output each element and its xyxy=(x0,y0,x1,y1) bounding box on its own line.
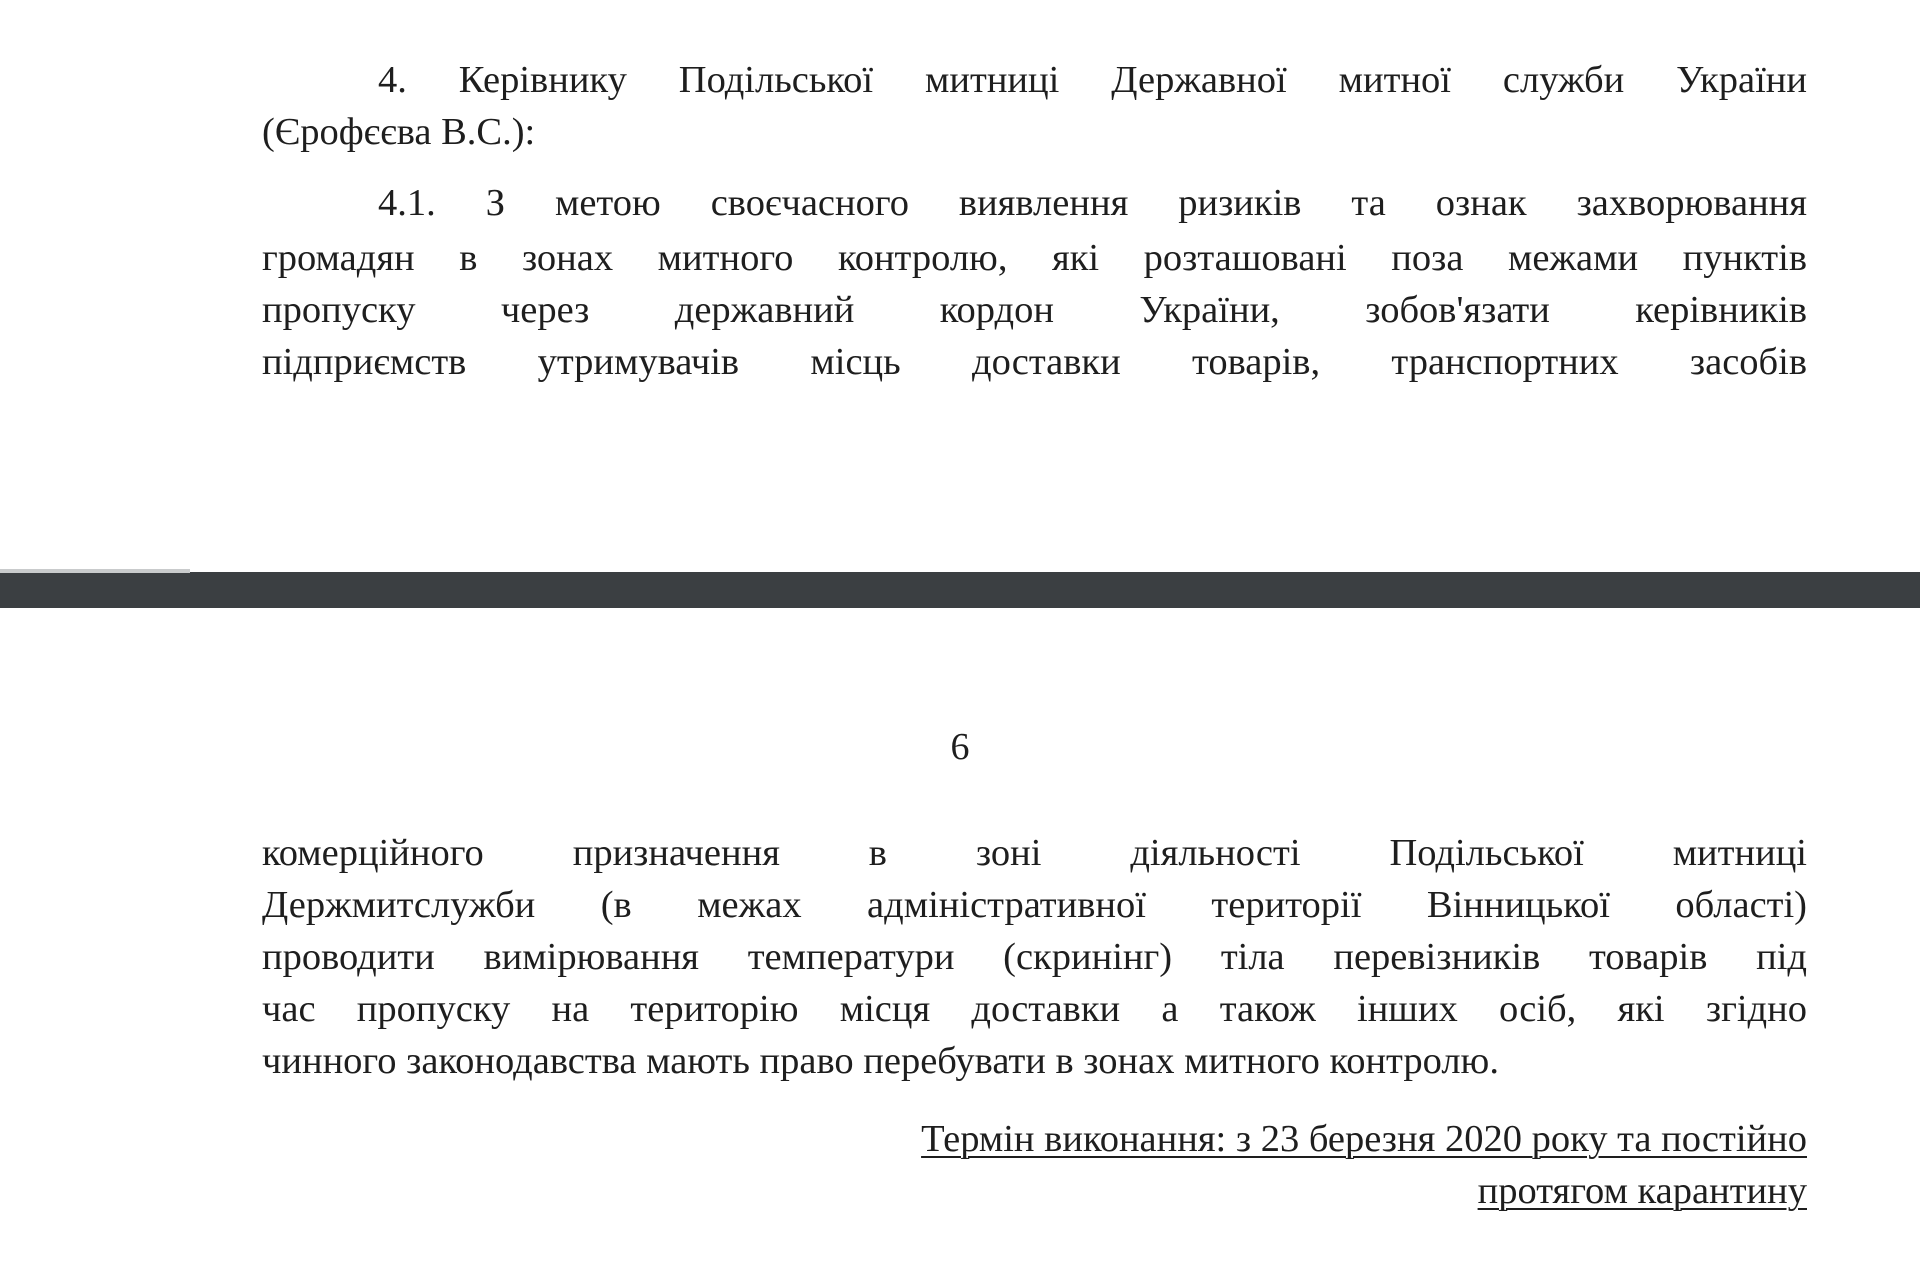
document-page-top xyxy=(0,0,1920,572)
item-4-1-line-4: підприємств утримувачів місць доставки товарів, транспортних засобів xyxy=(262,341,1807,383)
continuation-line-4: час пропуску на територію місця доставки а також інших осіб, які згідно xyxy=(262,988,1807,1030)
deadline-line-1: Термін виконання: з 23 березня 2020 року та постійно xyxy=(921,1118,1807,1160)
item-4-1-line-3: пропуску через державний кордон України, зобов'язати керівників xyxy=(262,289,1807,331)
continuation-line-3: проводити вимірювання температури (скринінг) тіла перевізників товарів під xyxy=(262,936,1807,978)
item-4-line-2: (Єрофєєва В.С.): xyxy=(262,111,536,153)
continuation-line-1: комерційного призначення в зоні діяльності Подільської митниці xyxy=(262,832,1807,874)
item-4-line-1: 4. Керівнику Подільської митниці Державної митної служби України xyxy=(378,59,1807,101)
deadline-line-2: протягом карантину xyxy=(1477,1170,1807,1212)
item-4-1-line-1: 4.1. З метою своєчасного виявлення ризиків та ознак захворювання xyxy=(378,182,1807,224)
page-number: 6 xyxy=(950,726,970,768)
continuation-line-5: чинного законодавства мають право перебувати в зонах митного контролю. xyxy=(262,1040,1499,1082)
page-separator xyxy=(0,572,1920,608)
item-4-1-line-2: громадян в зонах митного контролю, які розташовані поза межами пунктів xyxy=(262,237,1807,279)
separator-edge xyxy=(0,569,190,573)
continuation-line-2: Держмитслужби (в межах адміністративної території Вінницької області) xyxy=(262,884,1807,926)
